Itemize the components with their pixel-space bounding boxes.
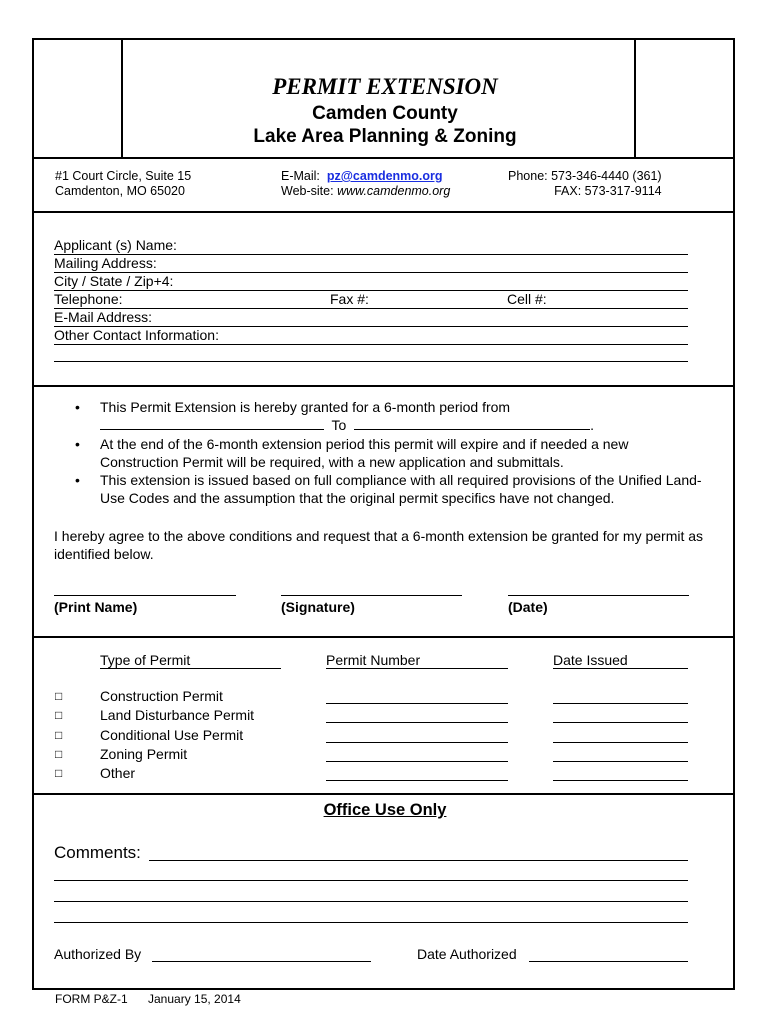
permit-number-line[interactable] [326,742,508,743]
city-state-zip-label: City / State / Zip+4: [54,273,174,289]
website-link[interactable]: www.camdenmo.org [337,184,451,198]
to-date-line[interactable] [354,416,590,430]
fax-number: FAX: 573-317-9114 [554,184,662,198]
address-line-1: #1 Court Circle, Suite 15 [55,169,192,183]
form-id: FORM P&Z-1 [55,992,128,1006]
cell-label: Cell #: [507,291,547,307]
permit-type-label: Other [100,765,136,782]
telephone-label: Telephone: [54,291,123,307]
permit-number-line[interactable] [326,722,508,723]
permit-checkbox[interactable]: □ [55,746,63,761]
office-online [281,169,450,199]
authorized-by-line[interactable] [152,961,371,962]
mailing-address-field[interactable] [54,255,688,273]
email-address-field[interactable] [54,309,688,327]
divider-header [32,157,735,159]
mailing-address-label: Mailing Address: [54,255,157,271]
date-issued-line[interactable] [553,761,688,762]
permit-type-label: Land Disturbance Permit [100,707,255,724]
date-label: (Date) [508,599,548,615]
department-name: Lake Area Planning & Zoning [253,126,517,147]
office-phone [508,169,662,199]
email-link[interactable]: pz@camdenmo.org [326,169,443,183]
comments-line-3[interactable] [54,901,688,902]
condition-item: • This extension is issued based on full compliance with all required provisions of the Unified Land-Use Codes and the assumption that the original permit specifics have not changed. [75,472,702,507]
condition-1-period: . [590,417,594,434]
date-line[interactable] [508,595,689,596]
email-label: E-Mail: [281,169,320,183]
divider-applicant [32,385,735,387]
permit-type-label: Conditional Use Permit [100,726,244,743]
permit-checkbox[interactable]: □ [55,727,63,742]
date-issued-line[interactable] [553,742,688,743]
phone-fax-cell-field[interactable] [54,291,688,309]
authorized-by-label: Authorized By [54,946,142,962]
permit-type-label: Zoning Permit [100,745,188,762]
permit-number-line[interactable] [326,780,508,781]
divider-permits [32,793,735,795]
website-label: Web-site: [281,184,334,198]
comments-label: Comments: [54,843,141,862]
permit-checkbox[interactable]: □ [55,708,63,723]
col-type-of-permit: Type of Permit [100,652,281,669]
comments-line-2[interactable] [54,880,688,881]
other-contact-extra-line[interactable] [54,344,688,362]
date-issued-line[interactable] [553,780,688,781]
date-authorized-label: Date Authorized [417,946,517,962]
page-title: PERMIT EXTENSION [272,74,498,99]
condition-1-text: This Permit Extension is hereby granted for a 6-month period from [100,399,511,415]
from-date-line[interactable] [100,416,324,430]
office-use-heading: Office Use Only [323,801,447,819]
permit-checkbox[interactable]: □ [55,689,63,703]
permit-type-label: Construction Permit [100,688,223,704]
condition-item: • At the end of the 6-month extension period this permit will expire and if needed a new Construction Permit will be required, with a new application and submittals. [75,435,629,470]
conditions-list [55,398,705,508]
condition-2-text: At the end of the 6-month extension period this permit will expire and if needed a new Construction Permit will be required, with a new application and submittals. [100,435,629,470]
signature-line[interactable] [281,595,462,596]
comments-line-4[interactable] [54,922,688,923]
permit-number-line[interactable] [326,761,508,762]
col-permit-number: Permit Number [326,652,508,669]
county-name: Camden County [312,103,458,124]
city-state-zip-field[interactable] [54,273,688,291]
divider-conditions [32,636,735,638]
phone-number: Phone: 573-346-4440 (361) [508,169,662,183]
date-authorized-line[interactable] [529,961,688,962]
email-address-label: E-Mail Address: [54,309,153,325]
other-contact-label: Other Contact Information: [54,327,219,343]
applicant-name-field[interactable] [54,237,688,255]
fax-label: Fax #: [330,291,369,307]
permit-checkbox[interactable]: □ [55,766,63,781]
applicant-name-label: Applicant (s) Name: [54,237,177,253]
date-issued-line[interactable] [553,703,688,704]
print-name-line[interactable] [54,595,236,596]
condition-item: • This Permit Extension is hereby granted for a 6-month period from To . [75,399,594,434]
address-line-2: Camdenton, MO 65020 [55,184,185,198]
date-issued-line[interactable] [553,722,688,723]
to-label: To [331,417,347,434]
other-contact-field[interactable] [54,327,688,345]
signature-label: (Signature) [281,599,355,615]
comments-line-1[interactable] [149,860,688,861]
agreement-text: I hereby agree to the above conditions and request that a 6-month extension be granted for my permit as identified below. [54,528,704,562]
permit-number-line[interactable] [326,703,508,704]
form-date: January 15, 2014 [148,992,241,1006]
condition-3-text: This extension is issued based on full compliance with all required provisions of the Unified Land-Use Codes and the assumption that the original permit specifics have not changed. [100,472,702,507]
office-address [55,169,191,199]
print-name-label: (Print Name) [54,599,138,615]
col-date-issued: Date Issued [553,652,688,669]
divider-contact [32,211,735,213]
